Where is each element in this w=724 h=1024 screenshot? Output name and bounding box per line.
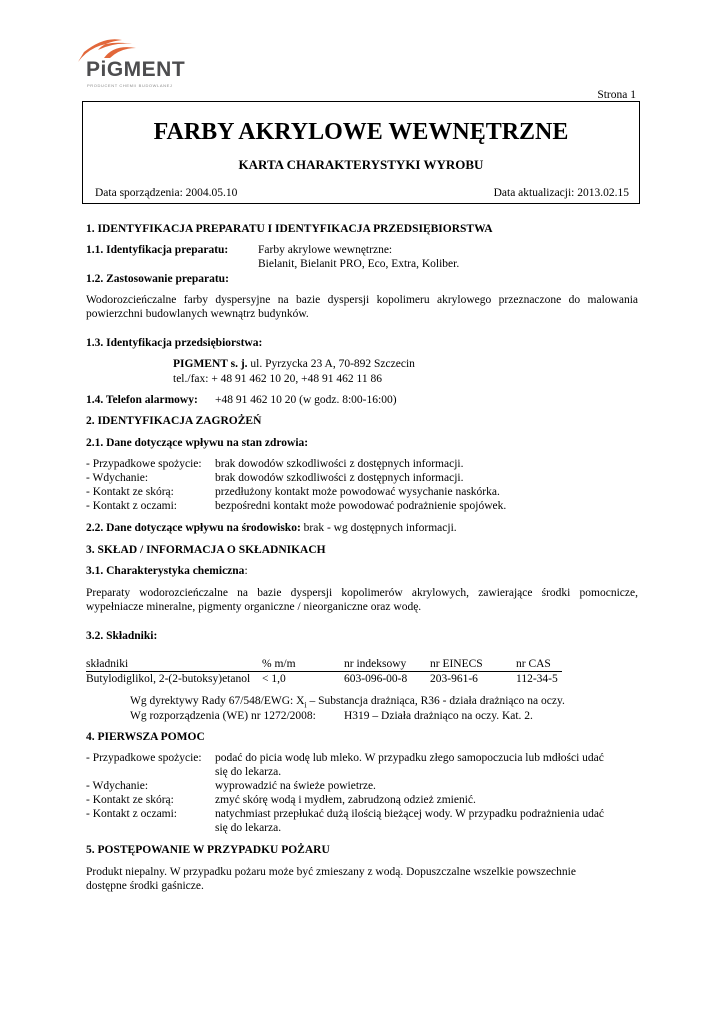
s4-row-1-line-2: się do lekarza. (215, 766, 282, 778)
s12-text: Wodorozcieńczalne farby dyspersyjne na bazie dyspersji kopolimeru akrylowego przeznaczone do malowania powierzchni budowlanych wewnątrz budynków. (86, 294, 638, 320)
s2-row-3-value: przedłużony kontakt może powodować wysychanie naskórka. (215, 486, 500, 498)
s4-row-1-label: - Przypadkowe spożycie: (86, 752, 202, 764)
company-line (173, 357, 415, 371)
date-updated: Data aktualizacji: 2013.02.15 (493, 187, 629, 199)
s31-text: Preparaty wodorozcieńczalne na bazie dyspersji kopolimerów akrylowych, zawierające środki pomocnicze, wypełniacze mineralne, pigmenty organiczne / nieorganiczne oraz wodę. (86, 587, 638, 613)
s11-value-1: Farby akrylowe wewnętrzne: (258, 244, 393, 256)
section-4-heading: 4. PIERWSZA POMOC (86, 731, 205, 743)
section-2-heading: 2. IDENTYFIKACJA ZAGROŻEŃ (86, 415, 262, 427)
section-1-heading: 1. IDENTYFIKACJA PREPARATU I IDENTYFIKACJA PRZEDSIĘBIORSTWA (86, 223, 493, 235)
table-header-skladniki: składniki (86, 658, 129, 670)
s4-row-2-label: - Wdychanie: (86, 780, 149, 792)
table-header-percent: % m/m (262, 658, 296, 670)
s31-line (86, 564, 248, 578)
note1-suffix: – Substancja drażniąca, R36 - działa drażniąco na oczy. (306, 695, 565, 707)
s4-row-4-line-2: się do lekarza. (215, 822, 282, 834)
section-3-heading: 3. SKŁAD / INFORMACJA O SKŁADNIKACH (86, 544, 326, 556)
table-header-index: nr indeksowy (344, 658, 407, 670)
s31-label: 3.1. Charakterystyka chemiczna (86, 565, 245, 577)
s11-label: 1.1. Identyfikacja preparatu: (86, 244, 229, 256)
s14-label: 1.4. Telefon alarmowy: (86, 394, 198, 406)
date-created: Data sporządzenia: 2004.05.10 (95, 187, 238, 199)
s4-row-4-line-1: natychmiast przepłukać dużą ilością bieżącej wody. W przypadku podrażnienia udać (215, 808, 605, 820)
page-number: Strona 1 (597, 89, 636, 101)
logo-tagline: PRODUCENT CHEMII BUDOWLANEJ (87, 83, 173, 88)
s4-row-3-line-1: zmyć skórę wodą i mydłem, zabrudzoną odzież zmienić. (215, 794, 476, 806)
s22-value: brak - wg dostępnych informacji. (300, 522, 457, 534)
table-header-cas: nr CAS (516, 658, 551, 670)
company-name: PIGMENT s. j. (173, 358, 248, 370)
header-box (82, 101, 640, 204)
s5-line-2: dostępne środki gaśnicze. (86, 880, 204, 892)
table-header-einecs: nr EINECS (430, 658, 483, 670)
section-5-heading: 5. POSTĘPOWANIE W PRZYPADKU POŻARU (86, 844, 330, 856)
s11-value-2: Bielanit, Bielanit PRO, Eco, Extra, Koliber. (258, 258, 460, 270)
s13-label: 1.3. Identyfikacja przedsiębiorstwa: (86, 337, 263, 349)
table-cell-cas: 112-34-5 (516, 673, 558, 685)
s21-label: 2.1. Dane dotyczące wpływu na stan zdrowia: (86, 437, 309, 449)
table-cell-percent: < 1,0 (262, 673, 286, 685)
s2-row-3-label: - Kontakt ze skórą: (86, 486, 174, 498)
table-cell-index: 603-096-00-8 (344, 673, 408, 685)
s22-line (86, 521, 457, 535)
logo-brand: PiGMENT (86, 58, 186, 81)
company-phone: tel./fax: + 48 91 462 10 20, +48 91 462 11 86 (173, 373, 382, 385)
s2-row-2-label: - Wdychanie: (86, 472, 149, 484)
s5-line-1: Produkt niepalny. W przypadku pożaru może być zmieszany z wodą. Dopuszczalne wszelkie powszechnie (86, 866, 576, 878)
s2-row-1-value: brak dowodów szkodliwości z dostępnych informacji. (215, 458, 464, 470)
table-cell-name: Butylodiglikol, 2-(2-butoksy)etanol (86, 673, 251, 685)
s2-row-1-label: - Przypadkowe spożycie: (86, 458, 202, 470)
s4-row-3-label: - Kontakt ze skórą: (86, 794, 174, 806)
s32-label: 3.2. Składniki: (86, 630, 158, 642)
s22-label: 2.2. Dane dotyczące wpływu na środowisko: (86, 522, 301, 534)
s12-label: 1.2. Zastosowanie preparatu: (86, 273, 229, 285)
classification-note-2-pre: Wg rozporządzenia (WE) nr 1272/2008: (130, 710, 316, 722)
company-logo (70, 36, 190, 96)
s4-row-1-line-1: podać do picia wodę lub mleko. W przypadku złego samopoczucia lub mdłości udać (215, 752, 604, 764)
document-title: FARBY AKRYLOWE WEWNĘTRZNE (153, 119, 569, 145)
s4-row-2-line-1: wyprowadzić na świeże powietrze. (215, 780, 376, 792)
s2-row-4-value: bezpośredni kontakt może powodować podrażnienie spojówek. (215, 500, 507, 512)
company-address: ul. Pyrzycka 23 A, 70-892 Szczecin (247, 358, 415, 370)
note1-prefix: Wg dyrektywy Rady 67/548/EWG: X (130, 695, 305, 707)
s2-row-4-label: - Kontakt z oczami: (86, 500, 178, 512)
note1-subscript: i (304, 700, 307, 710)
s4-row-4-label: - Kontakt z oczami: (86, 808, 178, 820)
table-cell-einecs: 203-961-6 (430, 673, 478, 685)
document-subtitle: KARTA CHARAKTERYSTYKI WYROBU (238, 157, 484, 172)
s31-colon: : (244, 565, 248, 577)
s14-value: +48 91 462 10 20 (w godz. 8:00-16:00) (215, 394, 397, 406)
classification-note-2-post: H319 – Działa drażniąco na oczy. Kat. 2. (344, 710, 533, 722)
s2-row-2-value: brak dowodów szkodliwości z dostępnych informacji. (215, 472, 464, 484)
